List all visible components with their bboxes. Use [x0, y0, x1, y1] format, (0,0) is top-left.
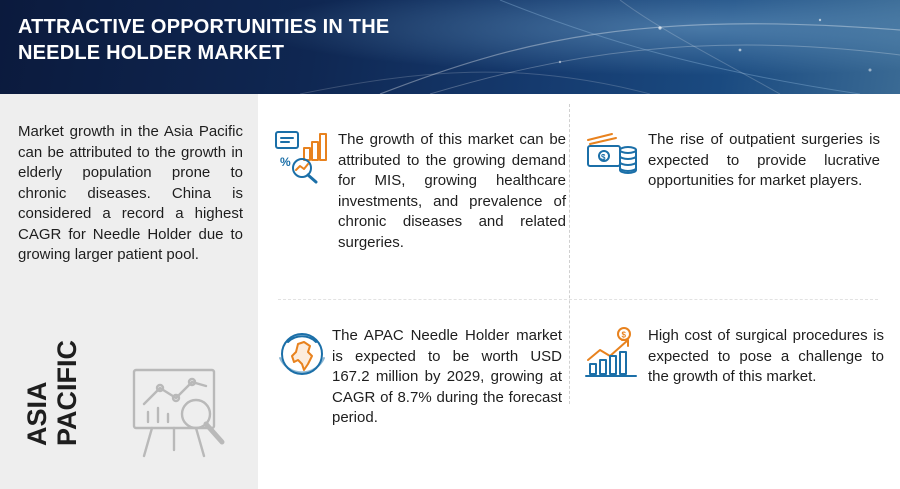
- globe-icon: [274, 326, 330, 382]
- region-panel: [0, 94, 258, 489]
- insights-area: [258, 94, 900, 489]
- page-title: ATTRACTIVE OPPORTUNITIES IN THE NEEDLE HOLDER MARKET: [18, 16, 390, 64]
- header-banner: [0, 0, 900, 94]
- row-divider: [278, 299, 878, 300]
- cash-coins-icon: [584, 128, 640, 184]
- svg-text:$: $: [621, 330, 626, 340]
- region-summary: Market growth in the Asia Pacific can be attributed to the growth in elderly population prone to chronic diseases. China is considered a record a highest CAGR for Needle Holder due to growing larger patient pool.: [18, 123, 243, 263]
- region-label-line1: ASIA: [22, 381, 52, 446]
- insight-text: High cost of surgical procedures is expected to pose a challenge to the growth of this market.: [648, 327, 884, 385]
- rising-cost-chart-icon: [584, 326, 640, 382]
- market-growth-analysis-icon: [274, 128, 330, 184]
- insight-text: The APAC Needle Holder market is expected to be worth USD 167.2 million by 2029, growing at CAGR of 8.7% during the forecast period.: [332, 327, 562, 426]
- insight-text: The growth of this market can be attributed to the growing demand for MIS, growing healthcare investments, and prevalence of chronic diseases and related surgeries.: [338, 131, 566, 251]
- region-label-line2: PACIFIC: [52, 340, 82, 446]
- svg-text:%: %: [280, 155, 291, 169]
- column-divider: [569, 104, 570, 404]
- svg-text:$: $: [601, 153, 606, 162]
- region-label: [22, 340, 82, 446]
- analytics-magnifier-icon: [130, 364, 234, 464]
- insight-text: The rise of outpatient surgeries is expected to provide lucrative opportunities for market players.: [648, 131, 880, 189]
